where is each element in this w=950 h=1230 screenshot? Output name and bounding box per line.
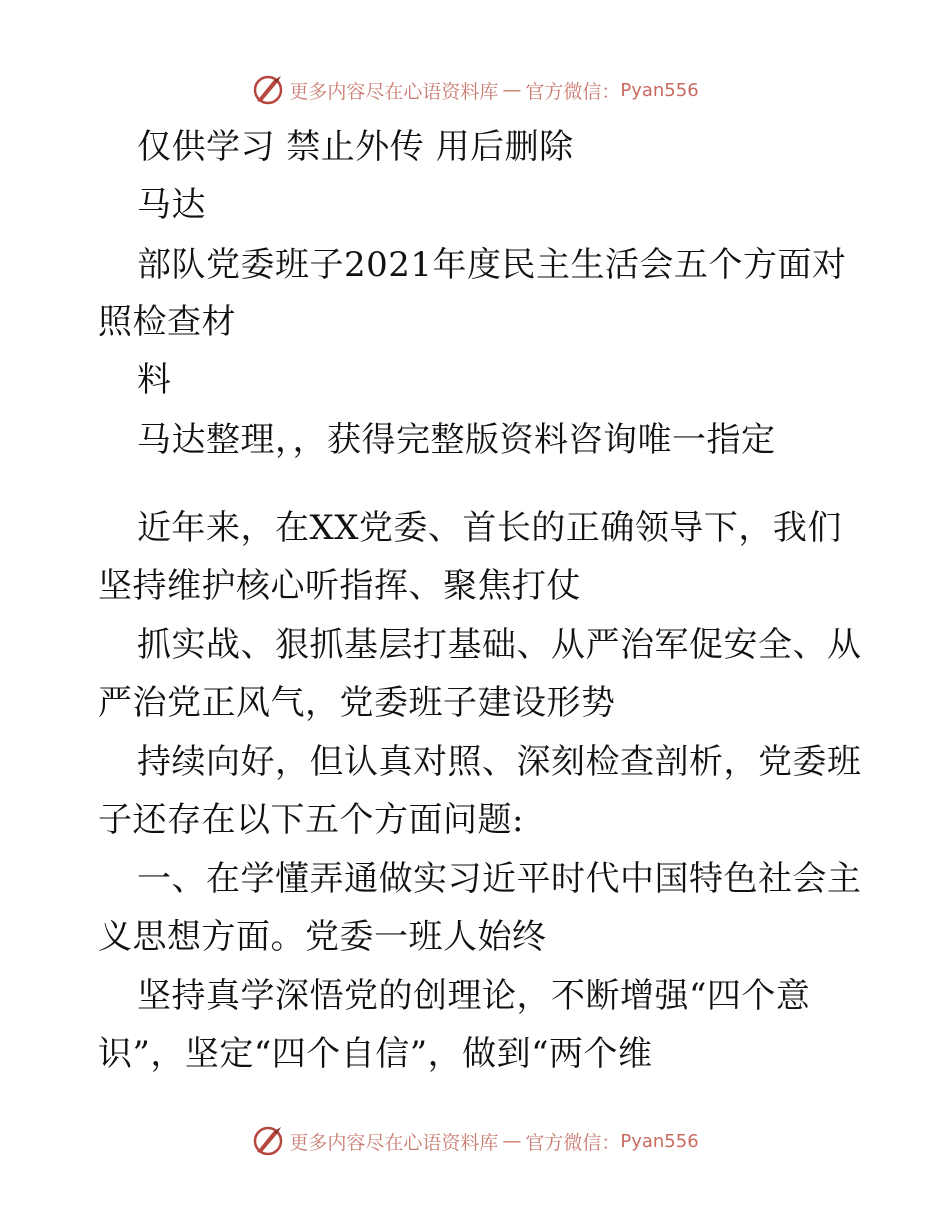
compiler-line: 马达整理，，获得完整版资料咨询唯一指定	[137, 420, 776, 460]
paragraph-line: 抓实战、狠抓基层打基础、从严治军促安全、从	[137, 625, 862, 665]
notice-line: 仅供学习 禁止外传 用后删除	[137, 127, 574, 167]
paragraph-line: 一、在学懂弄通做实习近平时代中国特色社会主	[137, 859, 862, 899]
title-line-2: 照检查材	[98, 302, 236, 342]
paragraph-line: 坚持维护核心听指挥、聚焦打仗	[98, 566, 581, 606]
watermark-handle: Pyan556	[620, 79, 699, 101]
watermark-header	[0, 70, 950, 110]
paragraph-line: 义思想方面。党委一班人始终	[98, 917, 547, 957]
paragraph-line: 持续向好，但认真对照、深刻检查剖析，党委班	[137, 742, 862, 782]
title-line-3: 料	[137, 360, 172, 400]
watermark-label: 官方微信：	[525, 80, 621, 103]
watermark-separator: —	[502, 1130, 522, 1152]
watermark-handle: Pyan556	[620, 1130, 699, 1152]
quill-logo-icon	[251, 1124, 285, 1158]
paragraph-line: 近年来，在XX党委、首长的正确领导下，我们	[137, 508, 842, 548]
paragraph-line: 识”，坚定“四个自信”，做到“两个维	[98, 1034, 653, 1074]
author-line: 马达	[137, 185, 206, 225]
watermark-footer	[0, 1121, 950, 1161]
watermark-separator: —	[502, 79, 522, 101]
paragraph-line: 严治党正风气，党委班子建设形势	[98, 683, 616, 723]
title-line-1: 部队党委班子2021年度民主生活会五个方面对	[137, 245, 847, 285]
paragraph-line: 坚持真学深悟党的创理论，不断增强“四个意	[137, 976, 811, 1016]
watermark-text: 更多内容尽在心语资料库	[289, 1131, 499, 1154]
paragraph-line: 子还存在以下五个方面问题:	[98, 800, 524, 840]
watermark-text: 更多内容尽在心语资料库	[289, 80, 499, 103]
watermark-label: 官方微信：	[525, 1131, 621, 1154]
quill-logo-icon	[251, 73, 285, 107]
